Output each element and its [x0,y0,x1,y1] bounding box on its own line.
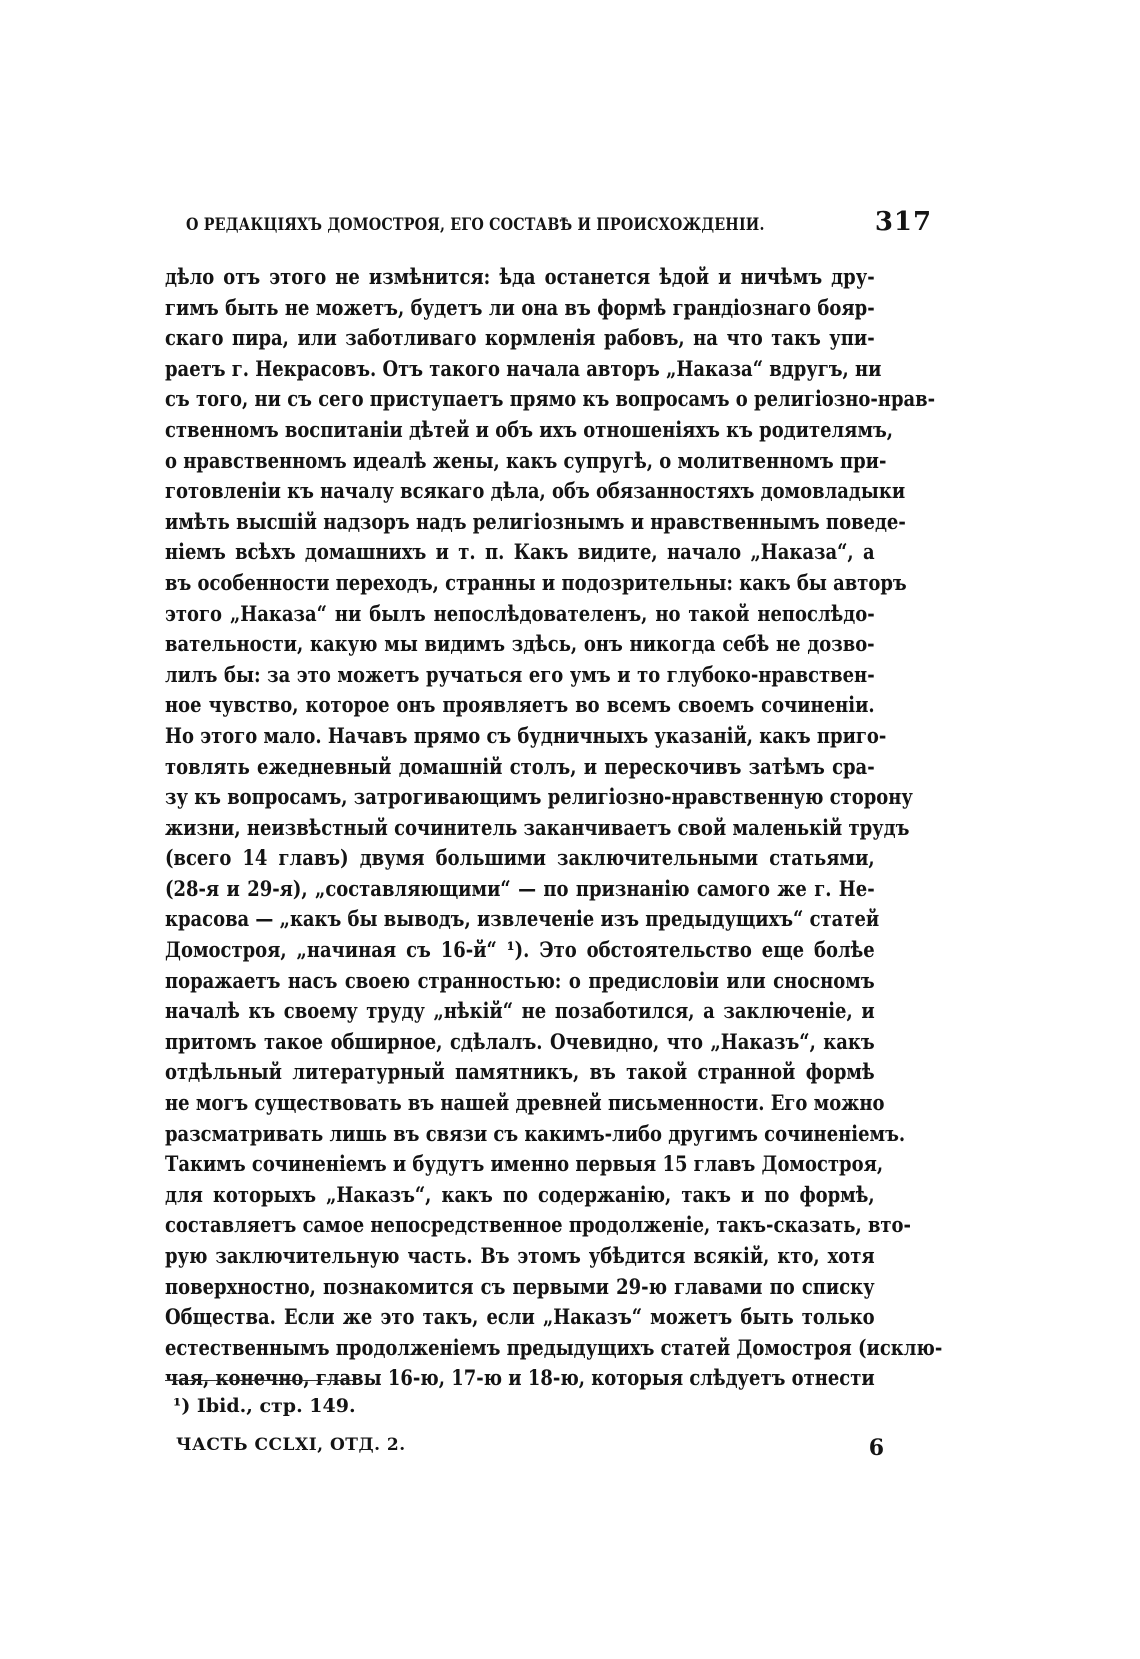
signature-part-label: ЧАСТЬ CCLXI, ОТД. 2. [176,1435,406,1455]
text-line: зу къ вопросамъ, затрогивающимъ религіозно-нравственную сторону [165,784,913,810]
text-line: чая, конечно, главы 16-ю, 17-ю и 18-ю, которыя слѣдуетъ отнести [165,1365,875,1391]
text-line: готовленіи къ началу всякаго дѣла, объ обязанностяхъ домовладыки [165,478,906,504]
text-line: красова — „какъ бы выводъ, извлеченіе изъ предыдущихъ“ статей [165,906,880,932]
text-line: поверхностно, познакомится съ первыми 29-ю главами по списку [165,1273,875,1299]
text-line: ственномъ воспитаніи дѣтей и объ ихъ отношеніяхъ къ родителямъ, [165,416,894,442]
text-line: поражаетъ насъ своею странностью: о предисловіи или сносномъ [165,967,875,993]
text-line: Но этого мало. Начавъ прямо съ будничныхъ указаній, какъ приго- [165,722,887,748]
running-title: О РЕДАКЦІЯХЪ ДОМОСТРОЯ, ЕГО СОСТАВѢ И ПРОИСХОЖДЕНІИ. [186,215,765,235]
signature-sheet-number: 6 [868,1435,884,1461]
text-line: для которыхъ „Наказъ“, какъ по содержанію, такъ и по формѣ, [165,1181,875,1207]
text-line: имѣть высшій надзоръ надъ религіознымъ и нравственнымъ поведе- [165,508,906,534]
page-number: 317 [874,207,933,237]
text-line: скаго пира, или заботливаго кормленія рабовъ, на что такъ упи- [165,325,875,351]
footnote: ¹) Ibid., стр. 149. [173,1395,356,1417]
text-line: въ особенности переходъ, странны и подозрительны: какъ бы авторъ [165,569,907,595]
text-line: о нравственномъ идеалѣ жены, какъ супругѣ, о молитвенномъ при- [165,447,887,473]
text-line: жизни, неизвѣстный сочинитель заканчиваетъ свой маленькій трудъ [165,814,910,840]
text-line: раетъ г. Некрасовъ. Отъ такого начала авторъ „Наказа“ вдругъ, ни [165,355,882,381]
text-line: Такимъ сочиненіемъ и будутъ именно первыя 15 главъ Домостроя, [165,1151,884,1177]
text-line: товлять ежедневный домашній столъ, и перескочивъ затѣмъ сра- [165,753,875,779]
text-line: (всего 14 главъ) двумя большими заключительными статьями, [165,845,875,871]
text-line: рую заключительную часть. Въ этомъ убѣдится всякій, кто, хотя [165,1243,875,1268]
text-line: Общества. Если же это такъ, если „Наказъ“ можетъ быть только [165,1304,875,1330]
text-line: отдѣльный литературный памятникъ, въ такой странной формѣ [165,1059,875,1085]
text-line: началѣ къ своему труду „нѣкій“ не позаботился, а заключеніе, и [165,998,875,1024]
footnote-separator [165,1380,355,1381]
text-line: составляетъ самое непосредственное продолженіе, такъ-сказать, вто- [165,1212,911,1238]
body-text [165,262,995,1394]
text-line: съ того, ни съ сего приступаетъ прямо къ вопросамъ о религіозно-нрав- [165,386,936,412]
text-line: (28-я и 29-я), „составляющими“ — по признанію самого же г. Не- [165,875,875,901]
text-line: дѣло отъ этого не измѣнится: ѣда останется ѣдой и ничѣмъ дру- [165,264,875,289]
text-line: естественнымъ продолженіемъ предыдущихъ статей Домостроя (исклю- [165,1334,943,1360]
text-line: притомъ такое обширное, сдѣлалъ. Очевидно, что „Наказъ“, какъ [165,1028,875,1054]
text-line: ніемъ всѣхъ домашнихъ и т. п. Какъ видите, начало „Наказа“, а [165,539,875,565]
page-header [186,207,933,243]
text-line: Домостроя, „начиная съ 16-й“ ¹). Это обстоятельство еще болѣе [165,937,875,963]
text-line: вательности, какую мы видимъ здѣсь, онъ никогда себѣ не дозво- [165,631,875,657]
text-line: ное чувство, которое онъ проявляетъ во всемъ своемъ сочиненіи. [165,692,875,718]
text-line: разсматривать лишь въ связи съ какимъ-либо другимъ сочиненіемъ. [165,1120,906,1146]
text-line: не могъ существовать въ нашей древней письменности. Его можно [165,1090,885,1116]
text-line: этого „Наказа“ ни былъ непослѣдователенъ, но такой непослѣдо- [165,600,875,626]
printer-signature [176,1435,884,1461]
text-line: гимъ быть не можетъ, будетъ ли она въ формѣ грандіознаго бояр- [165,294,875,320]
text-line: лилъ бы: за это можетъ ручаться его умъ и то глубоко-нравствен- [165,661,875,687]
